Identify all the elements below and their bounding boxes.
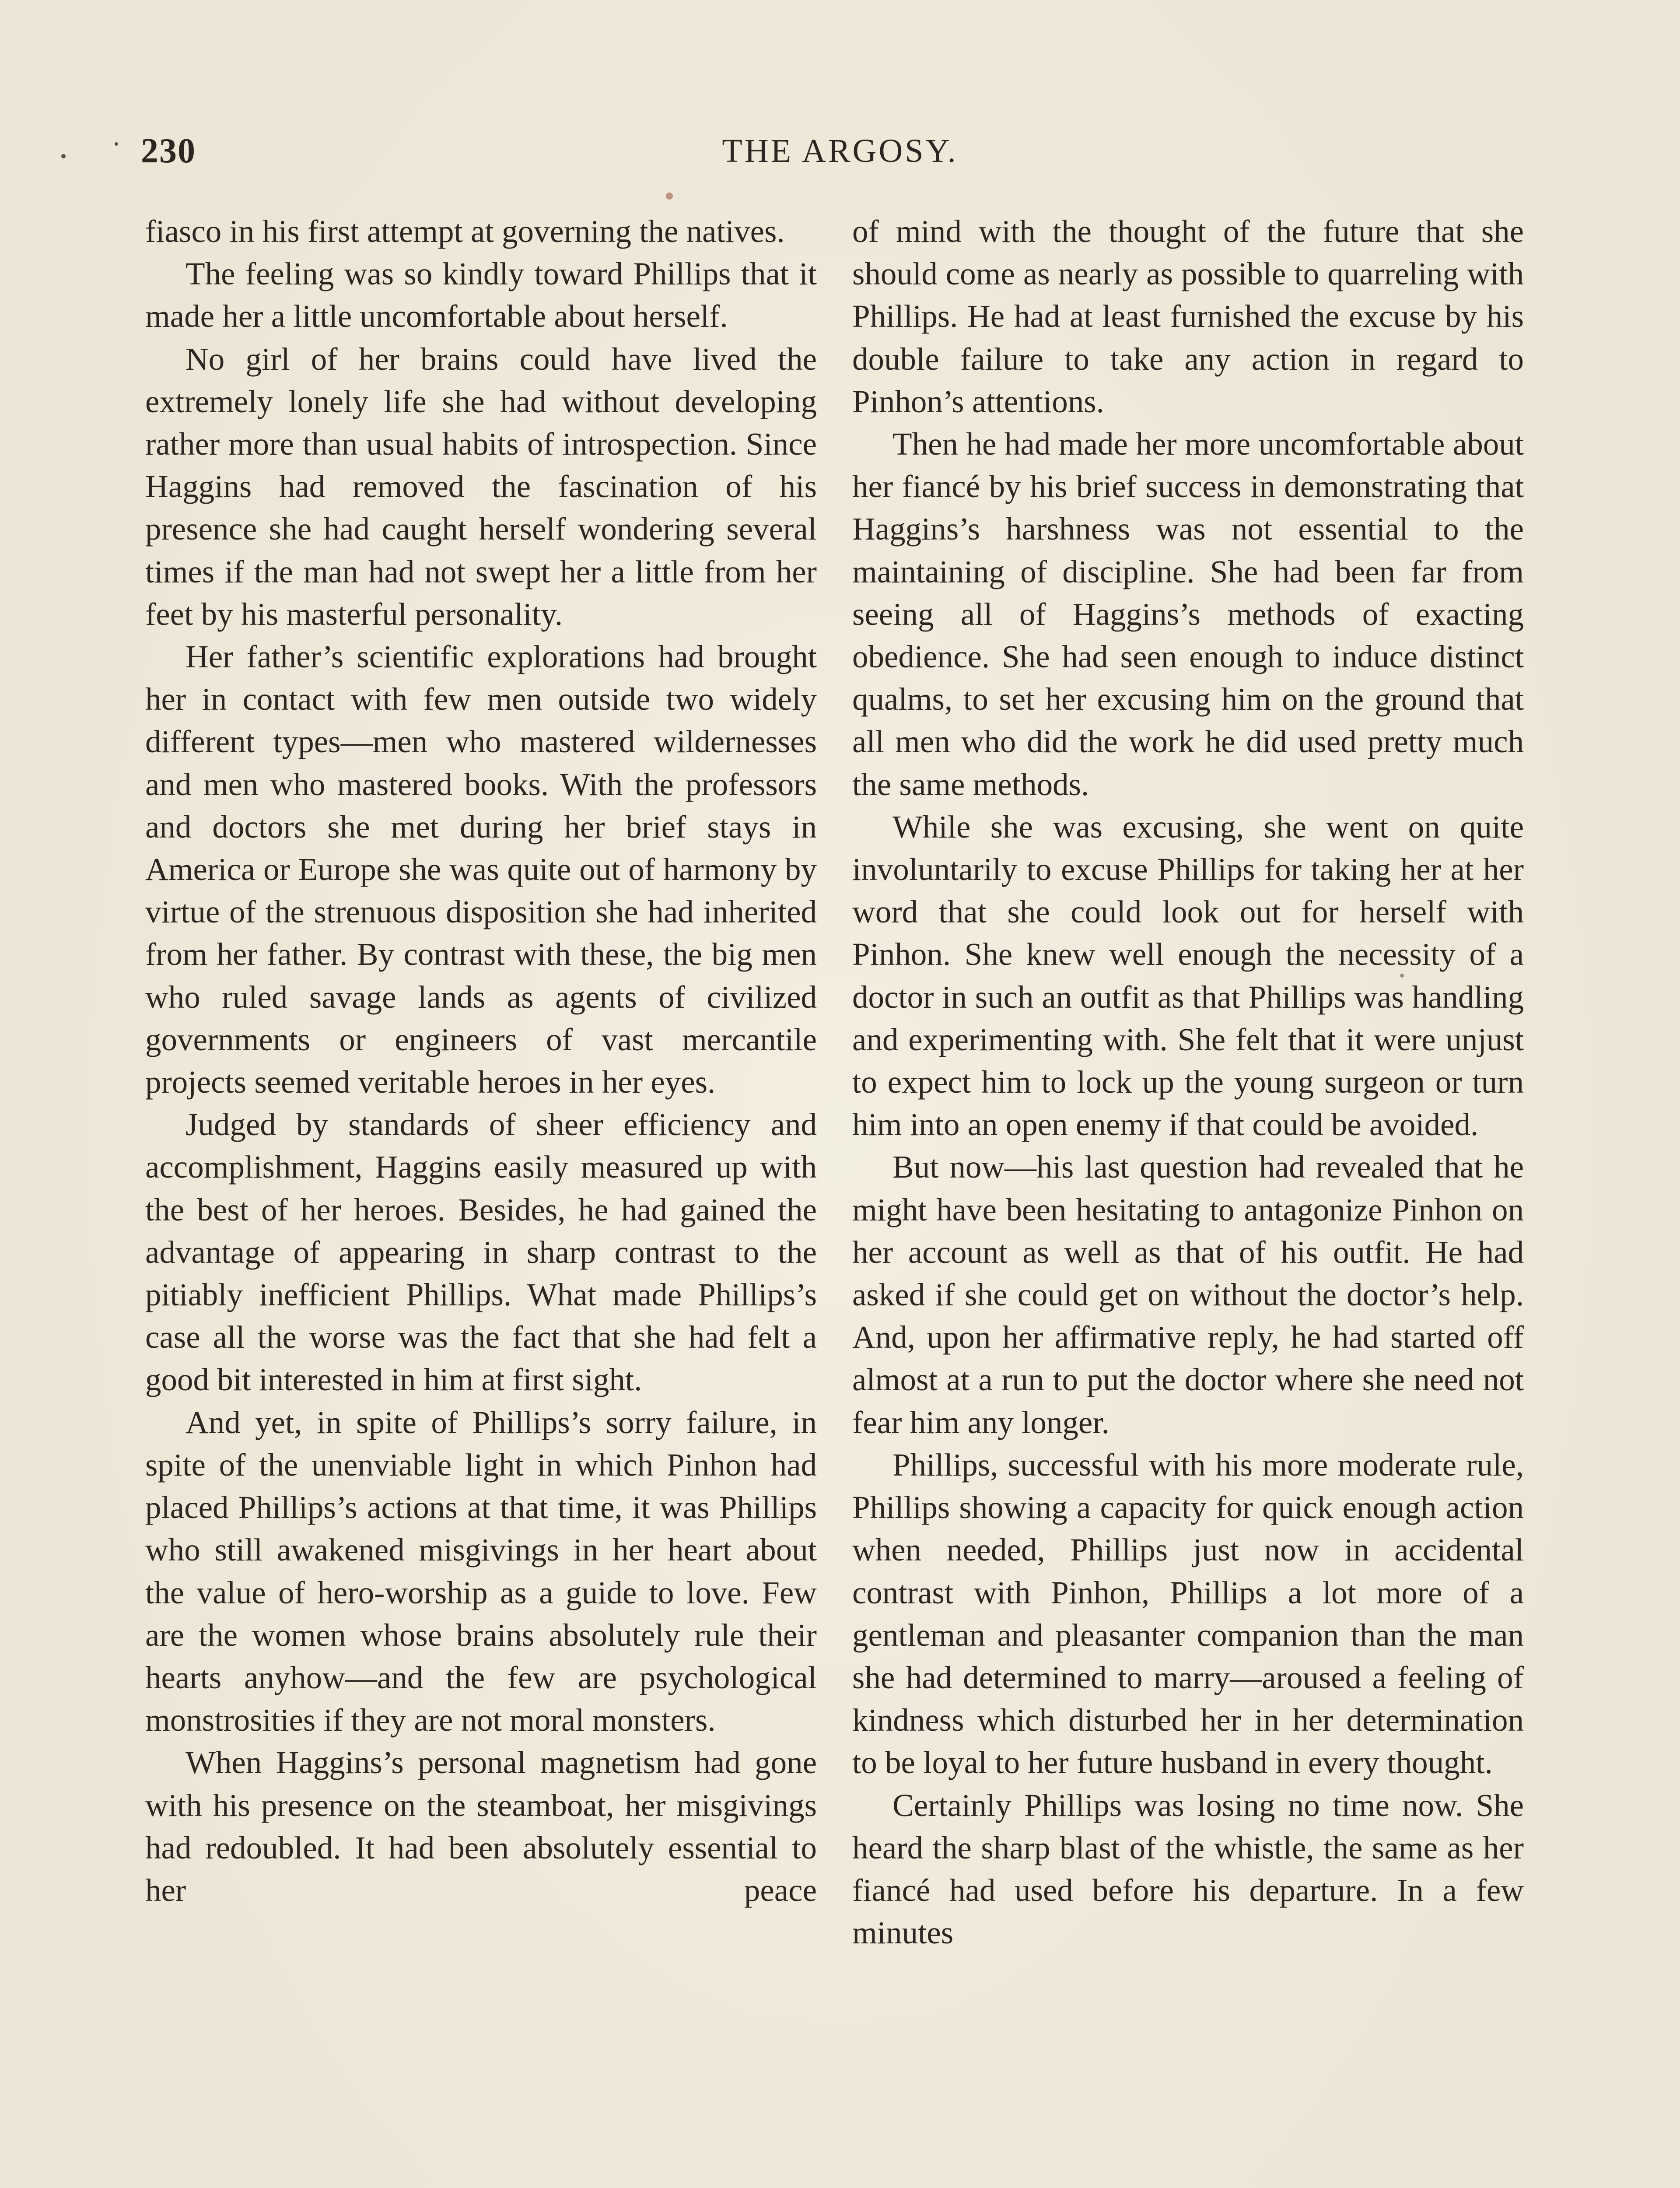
print-speck	[666, 193, 673, 200]
paragraph: Her father’s scientific explorations had brought her in contact with few men outside two widely different types—men who mastered wildernesses and men who mastered books. With the professors and doctors she met during her brief stays in America or Europe she was quite out of harmony by virtue of the strenuous disposition she had inherited from her father. By contrast with these, the big men who ruled savage lands as agents of civilized governments or engineers of vast mercantile projects seemed veritable heroes in her eyes.	[145, 639, 817, 1100]
page-header	[0, 131, 1680, 188]
paragraph: When Haggins’s personal magnetism had gone with his presence on the steamboat, her misgivings had redoubled. It had been absolutely essential to her peace	[145, 1745, 817, 1908]
right-column	[852, 210, 1524, 1954]
paragraph: And yet, in spite of Phillips’s sorry failure, in spite of the unenviable light in which Pinhon had placed Phillips’s actions at that time, it was Phillips who still awakened misgivings in her heart about the value of hero-worship as a guide to love. Few are the women whose brains absolutely rule their hearts anyhow—and the few are psychological monstrosities if they are not moral monsters.	[145, 1404, 817, 1738]
paragraph: While she was excusing, she went on quite involuntarily to excuse Phillips for taking her at her word that she could look out for herself with Pinhon. She knew well enough the necessity of a doctor in such an outfit as that Phillips was handling and experimenting with. She felt that it were unjust to expect him to lock up the young surgeon or turn him into an open enemy if that could be avoided.	[852, 809, 1524, 1143]
paragraph: But now—his last question had revealed that he might have been hesitating to antagonize Pinhon on her account as well as that of his outfit. He had asked if she could get on without the doctor’s help. And, upon her affirmative reply, he had started off almost at a run to put the doctor where she need not fear him any longer.	[852, 1149, 1524, 1440]
paragraph: Then he had made her more uncomfortable about her fiancé by his brief success in demonstrating that Haggins’s harshness was not essential to the maintaining of discipline. She had been far from seeing all of Haggins’s methods of exacting obedience. She had seen enough to induce distinct qualms, to set her excusing him on the ground that all men who did the work he did used pretty much the same methods.	[852, 426, 1524, 802]
page-number: 230	[141, 132, 196, 170]
paragraph: of mind with the thought of the future that she should come as nearly as possible to quarreling with Phillips. He had at least furnished the excuse by his double failure to take any action in regard to Pinhon’s attentions.	[852, 214, 1524, 419]
running-head: THE ARGOSY.	[722, 133, 958, 169]
paragraph: No girl of her brains could have lived the extremely lonely life she had without developing rather more than usual habits of introspection. Since Haggins had removed the fascination of his presence she had caught herself wondering several times if the man had not swept her a little from her feet by his masterful personality.	[145, 341, 817, 632]
paragraph: Certainly Phillips was losing no time now. She heard the sharp blast of the whistle, the same as her fiancé had used before his departure. In a few minutes	[852, 1787, 1524, 1951]
paragraph: Phillips, successful with his more moderate rule, Phillips showing a capacity for quick enough action when needed, Phillips just now in accidental contrast with Pinhon, Phillips a lot more of a gentleman and pleasanter companion than the man she had determined to marry—aroused a feeling of kindness which disturbed her in her determination to be loyal to her future husband in every thought.	[852, 1447, 1524, 1781]
paragraph: Judged by standards of sheer efficiency and accomplishment, Haggins easily measured up with the best of her heroes. Besides, he had gained the advantage of appearing in sharp contrast to the pitiably inefficient Phillips. What made Phillips’s case all the worse was the fact that she had felt a good bit interested in him at first sight.	[145, 1107, 817, 1398]
left-column	[145, 210, 817, 1911]
paragraph: fiasco in his first attempt at governing the natives.	[145, 214, 785, 249]
paragraph: The feeling was so kindly toward Phillips that it made her a little uncomfortable about herself.	[145, 256, 817, 334]
